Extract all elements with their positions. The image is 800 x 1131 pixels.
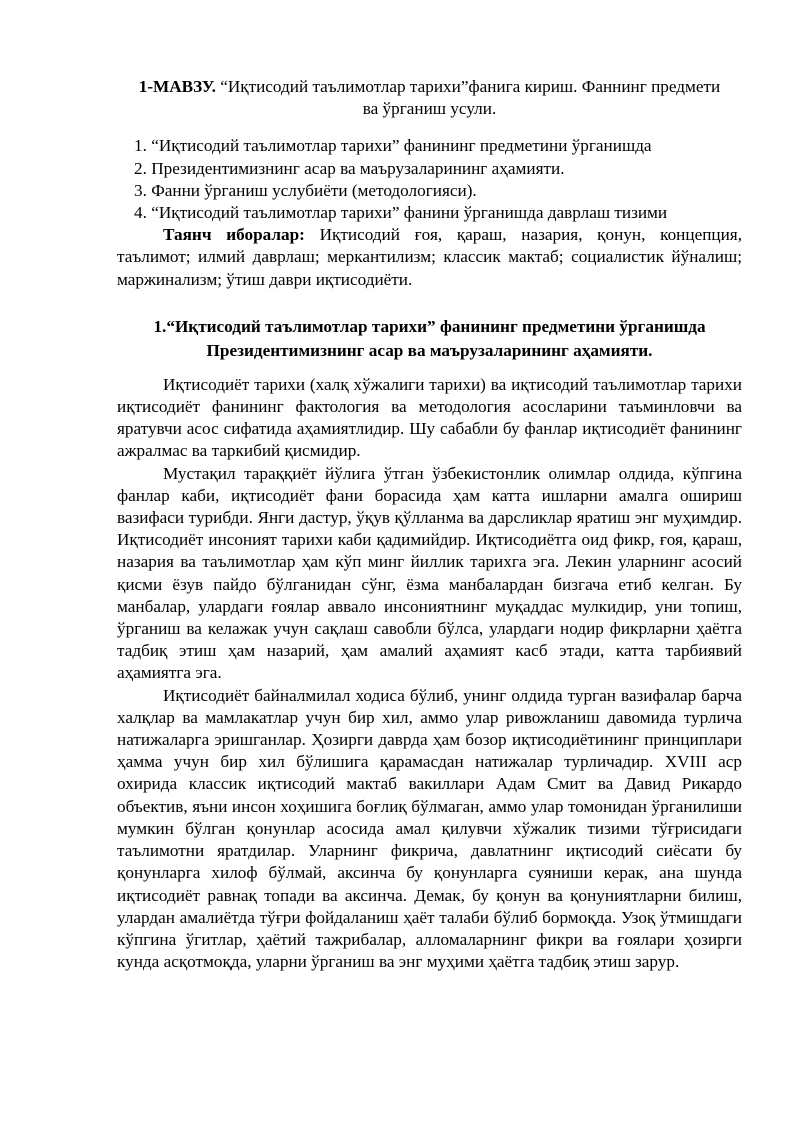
keywords-text: Иқтисодий ғоя, қараш, назария, қонун, концепция, таълимот; илмий даврлаш; меркантилизм; классик мактаб; социалистик йўналиш; маржинализм; ўтиш даври иқтисодиёти. xyxy=(117,225,742,289)
section-heading: 1.“Иқтисодий таълимотлар тарихи” фанининг предметини ўрганишда Президентимизнинг асар ва маърузаларининг аҳамияти. xyxy=(153,316,706,360)
lecture-number: 1-МАВЗУ. xyxy=(138,77,216,96)
plan-item: 3. Фанни ўрганиш услубиёти (методологияси). xyxy=(134,180,477,200)
lecture-title xyxy=(117,76,742,120)
plan-item: 1. “Иқтисодий таълимотлар тарихи” фанининг предметини ўрганишда xyxy=(134,136,652,156)
body-paragraph: Мустақил тараққиёт йўлига ўтган ўзбекистонлик олимлар олдида, кўпгина фанлар каби, иқтисодиёт фани борасида ҳам катта ишларни амалга ошириш вазифаси турибди. Янги дастур, ўқув қўлланма ва дарсликлар яратиш энг муҳимдир. Иқтисодиёт инсоният тарихи каби қадимийдир. Иқтисодиётга оид фикр, ғоя, қараш, назария ва таълимотлар ҳам кўп минг йиллик тарихга эга. Лекин уларнинг асосий қисми ёзув пайдо бўлганидан сўнг, ёзма манбалардан бизгача етиб келган. Бу манбалар, улардаги ғоялар аввало инсониятнинг муқаддас мулкидир, уни топиш, ўрганиш ва келажак учун сақлаш савобли бўлса, улардаги нодир фикрларни ҳаётга тадбиқ этиш ҳам назарий, ҳам амалий аҳамият касб этади, катта тарбиявий аҳамиятга эга. xyxy=(117,463,742,683)
lecture-plan xyxy=(117,135,742,224)
lecture-title-text: “Иқтисодий таълимотлар тарихи”фанига кириш. Фаннинг предмети ва ўрганиш усули. xyxy=(215,77,721,119)
plan-item: 4. “Иқтисодий таълимотлар тарихи” фанини ўрганишда даврлаш тизими xyxy=(134,203,668,223)
body-paragraph: Иқтисодиёт байналмилал ходиса бўлиб, унинг олдида турган вазифалар барча халқлар ва мамлакатлар учун бир хил, аммо улар ривожланиш давомида турлича натижаларга эришганлар. Ҳозирги даврда ҳам бозор иқтисодиётининг принциплари ҳамма учун бир хил бўлишига қарамасдан натижалар турличадир. XVIII аср охирида классик иқтисодий мактаб вакиллари Адам Смит ва Давид Рикардо объектив, яъни инсон хоҳишига боғлиқ бўлмаган, аммо улар томонидан ўрганилиши мумкин бўлган қонунлар асосида амал қилувчи хўжалик тизими тўғрисидаги таълимотни яратдилар. Уларнинг фикрича, давлатнинг иқтисодий сиёсати бу қонунларга хилоф бўлмай, аксинча бу қонунларга суяниши керак, ана шунда иқтисодиёт равнақ топади ва аксинча. Демак, бу қонун ва қонуниятларни билиш, улардан амалиётда тўғри фойдаланиш ҳаёт талаби бўлиб бормоқда. Узоқ ўтмишдаги кўпгина ўгитлар, ҳаётий тажрибалар, алломаларнинг фикри ва ғоялари ҳозирги кунда асқотмоқда, уларни ўрганиш ва энг муҳими ҳаётга тадбиқ этиш зарур. xyxy=(117,685,742,972)
body-paragraph: Иқтисодиёт тарихи (халқ хўжалиги тарихи) ва иқтисодий таълимотлар тарихи иқтисодиёт фанининг фактология ва методология асосларини таъминловчи ва яратувчи асос сифатида аҳамиятлидир. Шу сабабли бу фанлар иқтисодиёт фанининг ажралмас ва таркибий қисмидир. xyxy=(117,374,742,461)
keywords-paragraph xyxy=(117,224,742,291)
document-page xyxy=(117,76,742,973)
plan-item: 2. Президентимизнинг асар ва маърузаларининг аҳамияти. xyxy=(134,158,565,178)
keywords-label: Таянч иборалар: xyxy=(163,225,305,245)
